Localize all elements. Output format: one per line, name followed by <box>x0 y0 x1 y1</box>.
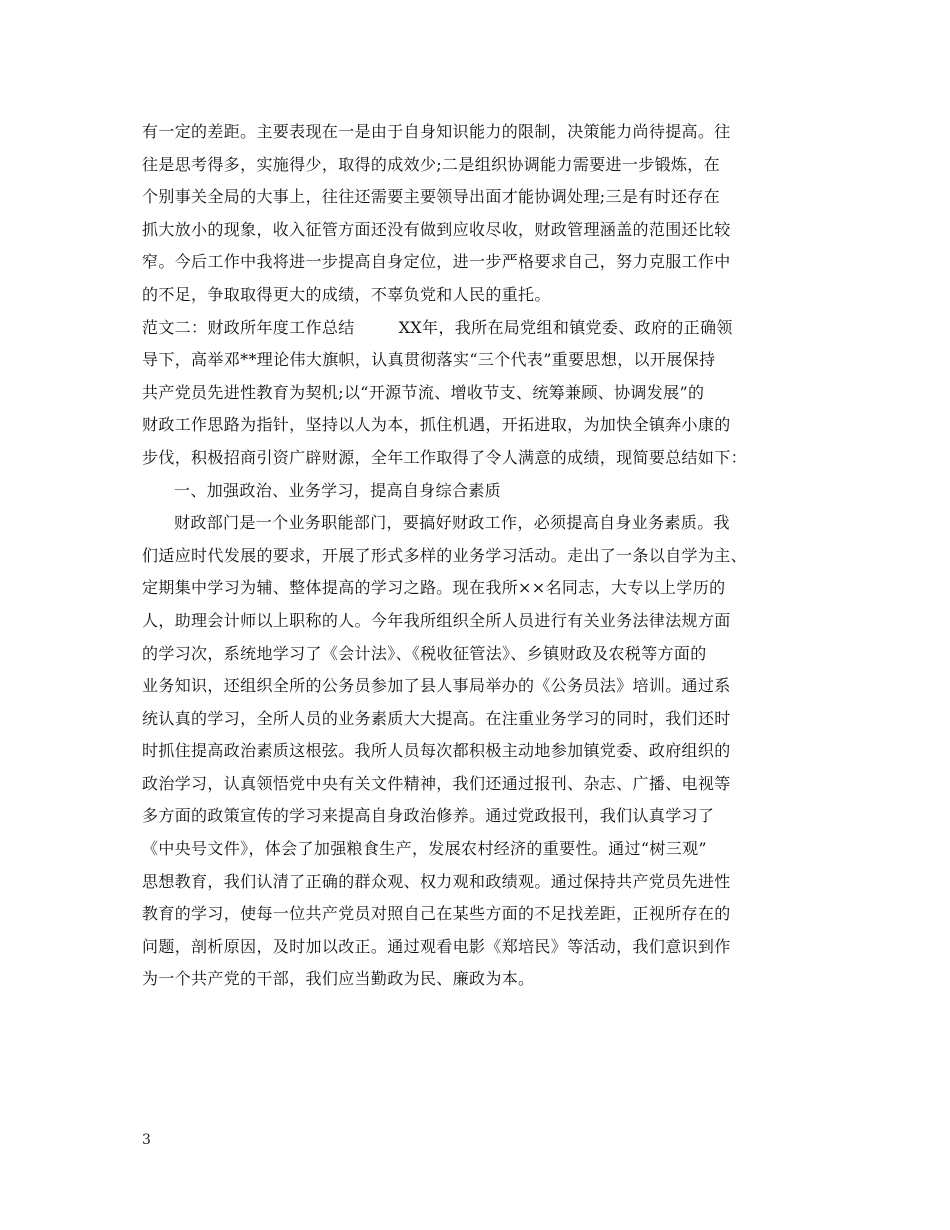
sample-first-line: XX年，我所在局党组和镇党委、政府的正确领 <box>398 317 733 337</box>
text-line: 步伐，积极招商引资广辟财源，全年工作取得了令人满意的成绩，现简要总结如下： <box>142 447 747 467</box>
text-line: 为一个共产党的干部，我们应当勤政为民、廉政为本。 <box>142 969 535 989</box>
text-line: 人，助理会计师以上职称的人。今年我所组织全所人员进行有关业务法律法规方面 <box>142 610 731 630</box>
text-line: 财政工作思路为指针，坚持以人为本，抓住机遇，开拓进取，为加快全镇奔小康的 <box>142 415 731 435</box>
text-line: 们适应时代发展的要求，开展了形式多样的业务学习活动。走出了一条以自学为主、 <box>142 545 747 565</box>
text-line: 问题，剖析原因，及时加以改正。通过观看电影《郑培民》等活动，我们意识到作 <box>142 936 731 956</box>
text-line: 定期集中学习为辅、整体提高的学习之路。现在我所××名同志，大专以上学历的 <box>142 578 726 598</box>
text-line: 教育的学习，使每一位共产党员对照自己在某些方面的不足找差距，正视所存在的 <box>142 904 731 924</box>
document-body <box>142 116 822 996</box>
text-line: 政治学习，认真领悟党中央有关文件精神，我们还通过报刊、杂志、广播、电视等 <box>142 773 731 793</box>
section-heading: 一、加强政治、业务学习，提高自身综合素质 <box>174 480 502 500</box>
page-number: 3 <box>142 1132 151 1148</box>
text-line: 《中央号文件》，体会了加强粮食生产，发展农村经济的重要性。通过“树三观” <box>142 839 707 859</box>
sample-title: 范文二：财政所年度工作总结 <box>142 317 355 337</box>
text-line: 往是思考得多，实施得少，取得的成效少;二是组织协调能力需要进一步锻炼，在 <box>142 154 720 174</box>
text-line: 时抓住提高政治素质这根弦。我所人员每次都积极主动地参加镇党委、政府组织的 <box>142 741 731 761</box>
text-line: 思想教育，我们认清了正确的群众观、权力观和政绩观。通过保持共产党员先进性 <box>142 871 731 891</box>
text-line: 抓大放小的现象，收入征管方面还没有做到应收尽收，财政管理涵盖的范围还比较 <box>142 219 731 239</box>
text-line: 业务知识，还组织全所的公务员参加了县人事局举办的《公务员法》培训。通过系 <box>142 676 731 696</box>
text-line: 个别事关全局的大事上，往往还需要主要领导出面才能协调处理;三是有时还存在 <box>142 187 720 207</box>
text-line: 窄。今后工作中我将进一步提高自身定位，进一步严格要求自己，努力克服工作中 <box>142 252 731 272</box>
text-line: 财政部门是一个业务职能部门，要搞好财政工作，必须提高自身业务素质。我 <box>174 513 730 533</box>
text-line: 导下，高举邓**理论伟大旗帜，认真贯彻落实“三个代表”重要思想，以开展保持 <box>142 350 716 370</box>
text-line: 多方面的政策宣传的学习来提高自身政治修养。通过党政报刊，我们认真学习了 <box>142 806 715 826</box>
text-line: 有一定的差距。主要表现在一是由于自身知识能力的限制，决策能力尚待提高。往 <box>142 122 731 141</box>
sample-title-line <box>142 312 822 345</box>
text-line: 统认真的学习，全所人员的业务素质大大提高。在注重业务学习的同时，我们还时 <box>142 708 731 728</box>
text-line: 的不足，争取取得更大的成绩，不辜负党和人民的重托。 <box>142 284 551 304</box>
text-line: 的学习次，系统地学习了《会计法》、《税收征管法》、乡镇财政及农税等方面的 <box>142 643 707 663</box>
text-line: 共产党员先进性教育为契机;以“开源节流、增收节支、统筹兼顾、协调发展”的 <box>142 382 705 402</box>
